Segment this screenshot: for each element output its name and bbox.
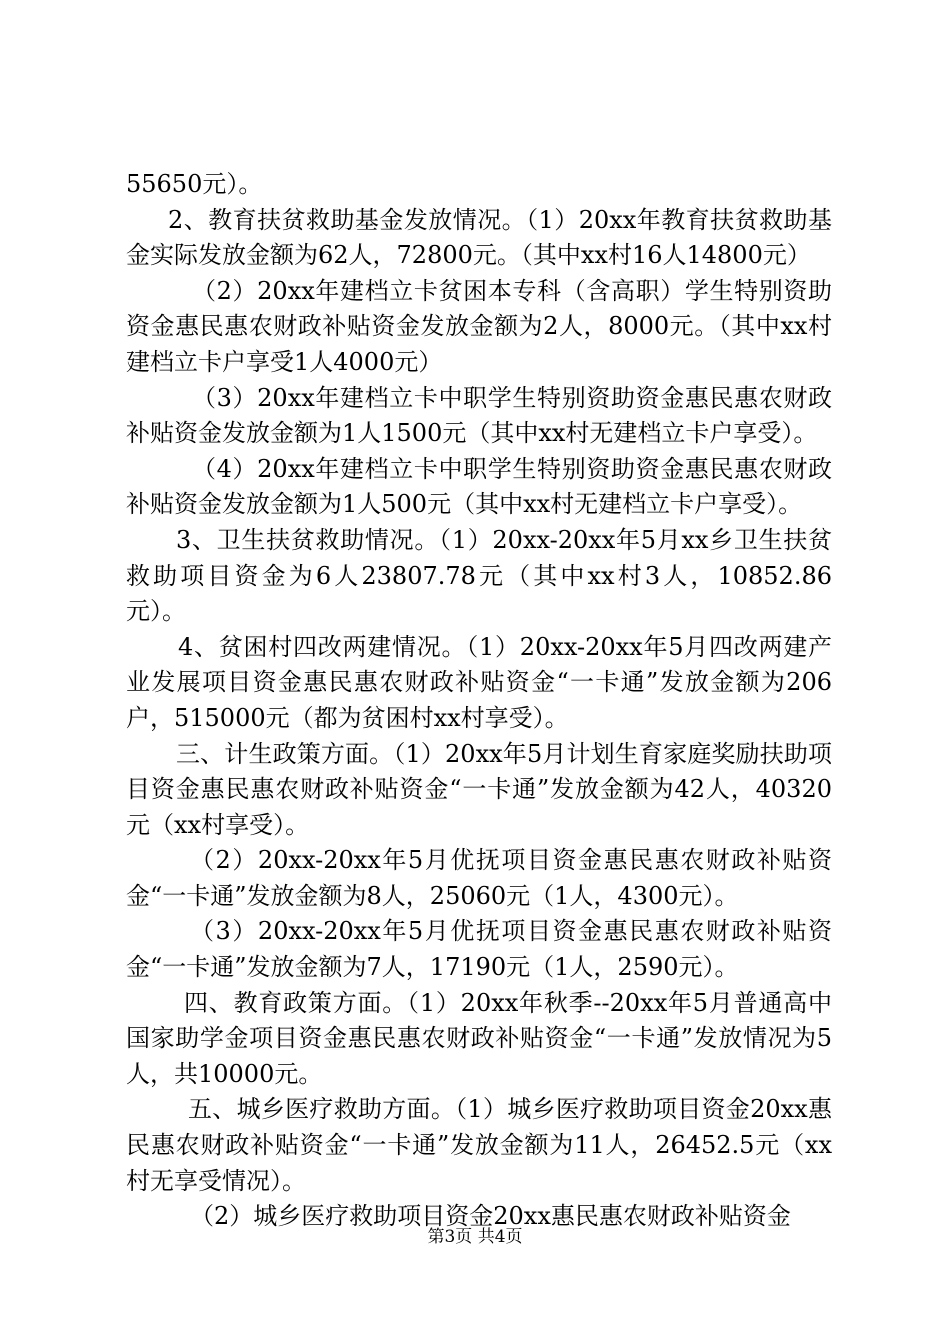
paragraph-1: 55650元）。 bbox=[126, 170, 263, 198]
paragraph-11: 四、教育政策方面。（1）20xx年秋季--20xx年5月普通高中国家助学金项目资金惠民惠农财政补贴资金“一卡通”发放情况为5人，共10000元。 bbox=[126, 988, 832, 1088]
page-footer: 第3页 共4页 bbox=[427, 1227, 523, 1247]
paragraph-6: 3、卫生扶贫救助情况。（1）20xx-20xx年5月xx乡卫生扶贫救助项目资金为6人23807.78元（其中xx村3人，10852.86元）。 bbox=[126, 525, 832, 626]
paragraph-3: （2）20xx年建档立卡贫困本专科（含高职）学生特别资助资金惠民惠农财政补贴资金发放金额为2人，8000元。（其中xx村建档立卡户享受1人4000元） bbox=[126, 276, 832, 376]
paragraph-10: （3）20xx-20xx年5月优抚项目资金惠民惠农财政补贴资金“一卡通”发放金额为7人，17190元（1人，2590元）。 bbox=[126, 917, 832, 982]
paragraph-9: （2）20xx-20xx年5月优抚项目资金惠民惠农财政补贴资金“一卡通”发放金额为8人，25060元（1人，4300元）。 bbox=[126, 846, 832, 910]
paragraph-7: 4、贫困村四改两建情况。（1）20xx-20xx年5月四改两建产业发展项目资金惠民惠农财政补贴资金“一卡通”发放金额为206户，515000元（都为贫困村xx村享受）。 bbox=[126, 632, 832, 732]
document-body bbox=[126, 167, 832, 1235]
paragraph-5: （4）20xx年建档立卡中职学生特别资助资金惠民惠农财政补贴资金发放金额为1人500元（其中xx村无建档立卡户享受）。 bbox=[126, 454, 832, 519]
paragraph-12: 五、城乡医疗救助方面。（1）城乡医疗救助项目资金20xx惠民惠农财政补贴资金“一卡通”发放金额为11人，26452.5元（xx村无享受情况）。 bbox=[126, 1095, 832, 1195]
paragraph-4: （3）20xx年建档立卡中职学生特别资助资金惠民惠农财政补贴资金发放金额为1人1500元（其中xx村无建档立卡户享受）。 bbox=[126, 383, 832, 448]
paragraph-2: 2、教育扶贫救助基金发放情况。（1）20xx年教育扶贫救助基金实际发放金额为62人，72800元。（其中xx村16人14800元） bbox=[126, 205, 832, 270]
paragraph-13: （2）城乡医疗救助项目资金20xx惠民惠农财政补贴资金 bbox=[190, 1202, 791, 1231]
paragraph-8: 三、计生政策方面。（1）20xx年5月计划生育家庭奖励扶助项目资金惠民惠农财政补贴资金“一卡通”发放金额为42人，40320元（xx村享受）。 bbox=[126, 739, 832, 839]
